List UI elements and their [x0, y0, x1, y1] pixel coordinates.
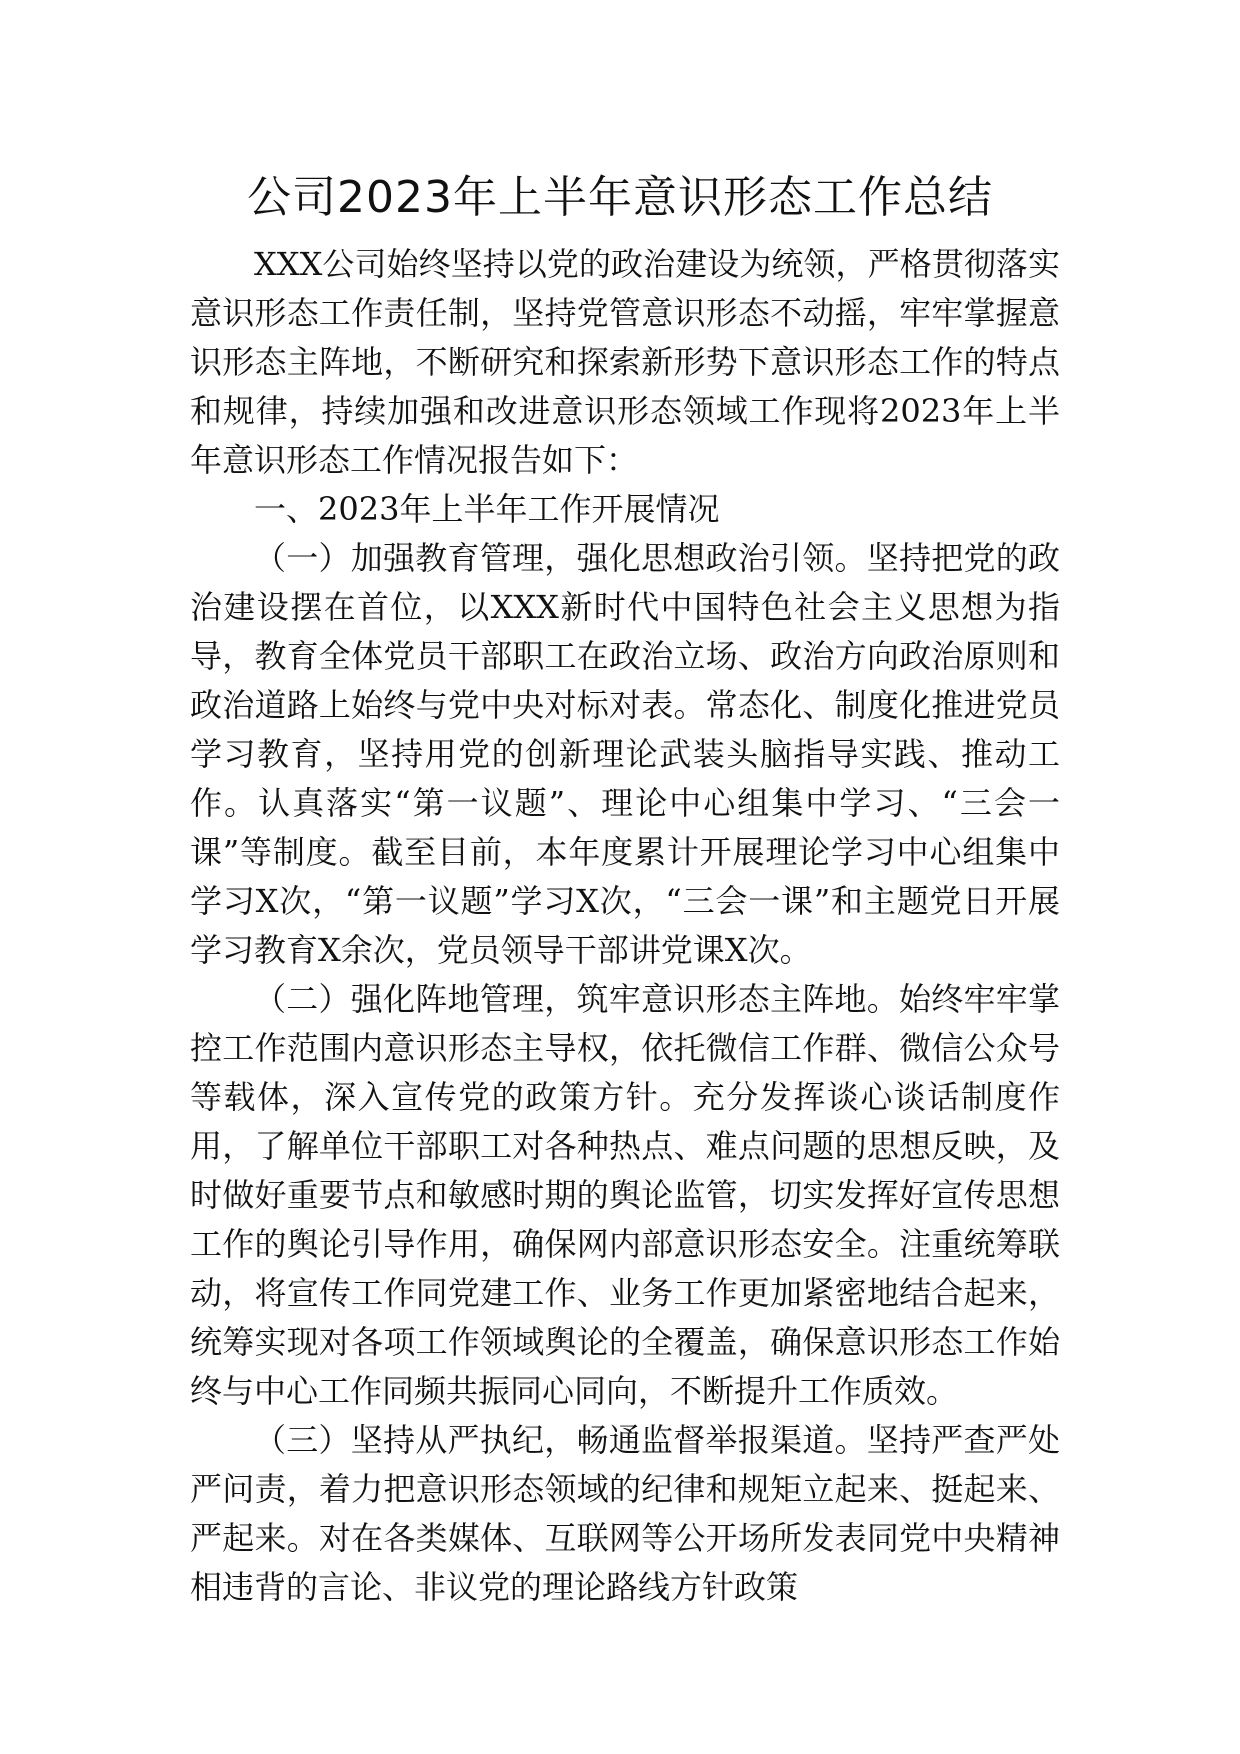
intro-paragraph: XXX公司始终坚持以党的政治建设为统领，严格贯彻落实意识形态工作责任制，坚持党管意识形态不动摇，牢牢掌握意识形态主阵地，不断研究和探索新形势下意识形态工作的特点和规律，持续加强和改进意识形态领域工作现将2023年上半年意识形态工作情况报告如下：	[190, 245, 1060, 479]
subsection-paragraph-2: （二）强化阵地管理，筑牢意识形态主阵地。始终牢牢掌控工作范围内意识形态主导权，依托微信工作群、微信公众号等载体，深入宣传党的政策方针。充分发挥谈心谈话制度作用，了解单位干部职工对各种热点、难点问题的思想反映，及时做好重要节点和敏感时期的舆论监管，切实发挥好宣传思想工作的舆论引导作用，确保网内部意识形态安全。注重统筹联动，将宣传工作同党建工作、业务工作更加紧密地结合起来，统筹实现对各项工作领域舆论的全覆盖，确保意识形态工作始终与中心工作同频共振同心同向，不断提升工作质效。	[190, 980, 1060, 1410]
document-body	[190, 240, 1060, 1612]
subsection-paragraph-3: （三）坚持从严执纪，畅通监督举报渠道。坚持严查严处严问责，着力把意识形态领域的纪律和规矩立起来、挺起来、严起来。对在各类媒体、互联网等公开场所发表同党中央精神相违背的言论、非议党的理论路线方针政策	[190, 1421, 1060, 1606]
section-heading: 一、2023年上半年工作开展情况	[254, 490, 720, 528]
subsection-paragraph-1: （一）加强教育管理，强化思想政治引领。坚持把党的政治建设摆在首位，以XXX新时代中国特色社会主义思想为指导，教育全体党员干部职工在政治立场、政治方向政治原则和政治道路上始终与党中央对标对表。常态化、制度化推进党员学习教育，坚持用党的创新理论武装头脑指导实践、推动工作。认真落实“第一议题”、理论中心组集中学习、“三会一课”等制度。截至目前，本年度累计开展理论学习中心组集中学习X次，“第一议题”学习X次，“三会一课”和主题党日开展学习教育X余次，党员领导干部讲党课X次。	[190, 539, 1060, 969]
document-title: 公司2023年上半年意识形态工作总结	[247, 172, 993, 223]
